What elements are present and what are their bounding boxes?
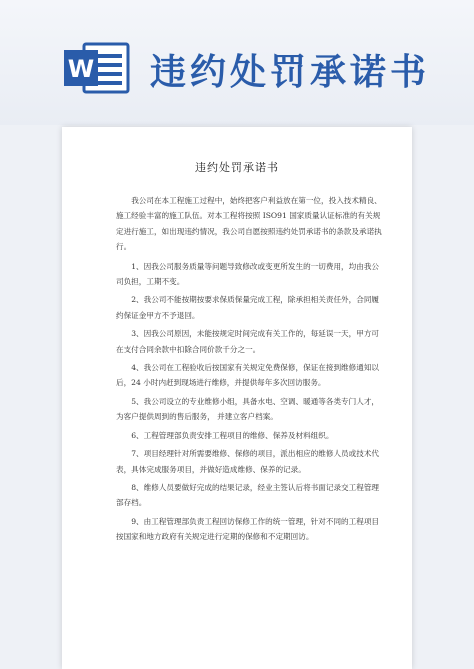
clause-1: 1、因我公司服务质量等问题导致修改或变更所发生的一切费用，均由我公司负担，工期不变。 [116,261,380,287]
clause-5: 5、我公司设立的专业维修小组，具备水电、空调、暖通等各类专门人才，为客户提供周到的售后服务， 并建立客户档案。 [116,396,380,422]
clause-7: 7、项目经理针对所需要维修、保修的项目，派出相应的维修人员或技术代表，具体完成服务项目，并做好造成维修、保养的记录。 [116,449,380,474]
document-title: 违约处罚承诺书 [195,161,279,174]
clause-2: 2、我公司不能按期按要求保质保量完成工程，除承担相关责任外，合同履约保证金甲方不予退回。 [116,295,380,320]
clause-6: 6、工程管理部负责安排工程项目的维修、保养及材料组织。 [131,430,334,440]
header-banner [0,0,474,125]
clause-9: 9、由工程管理部负责工程回访保修工作的统一管理，针对不同的工程项目按国家和地方政府有关规定进行定期的保修和不定期回访。 [116,516,380,542]
clause-4: 4、我公司在工程验收后按国家有关规定免费保修，保证在接到维修通知以后，24 小时内赶到现场进行维修，并提供每年多次回访服务。 [116,363,380,388]
clause-8: 8、维修人员要做好完成的结果记录，经业主签认后将书面记录交工程管理部存档。 [116,482,380,508]
word-icon-letter: W [67,55,95,83]
word-document-icon [62,40,132,96]
banner-title: 违约处罚承诺书 [150,52,431,93]
document-page [62,127,412,669]
document-body [116,193,384,548]
intro-paragraph: 我公司在本工程施工过程中，始终把客户利益放在第一位，投入技术精良、施工经验丰富的施工队伍。对本工程将按照 ISO91 国家质量认证标准的有关规定进行施工，如出现违约情况，我公司自愿按照违约处罚承诺书的条款及承诺执行。 [116,196,382,252]
clause-3: 3、因我公司原因，未能按规定时间完成有关工作的，每延误一天，甲方可在支付合同余款中扣除合同价款千分之一。 [116,329,380,354]
